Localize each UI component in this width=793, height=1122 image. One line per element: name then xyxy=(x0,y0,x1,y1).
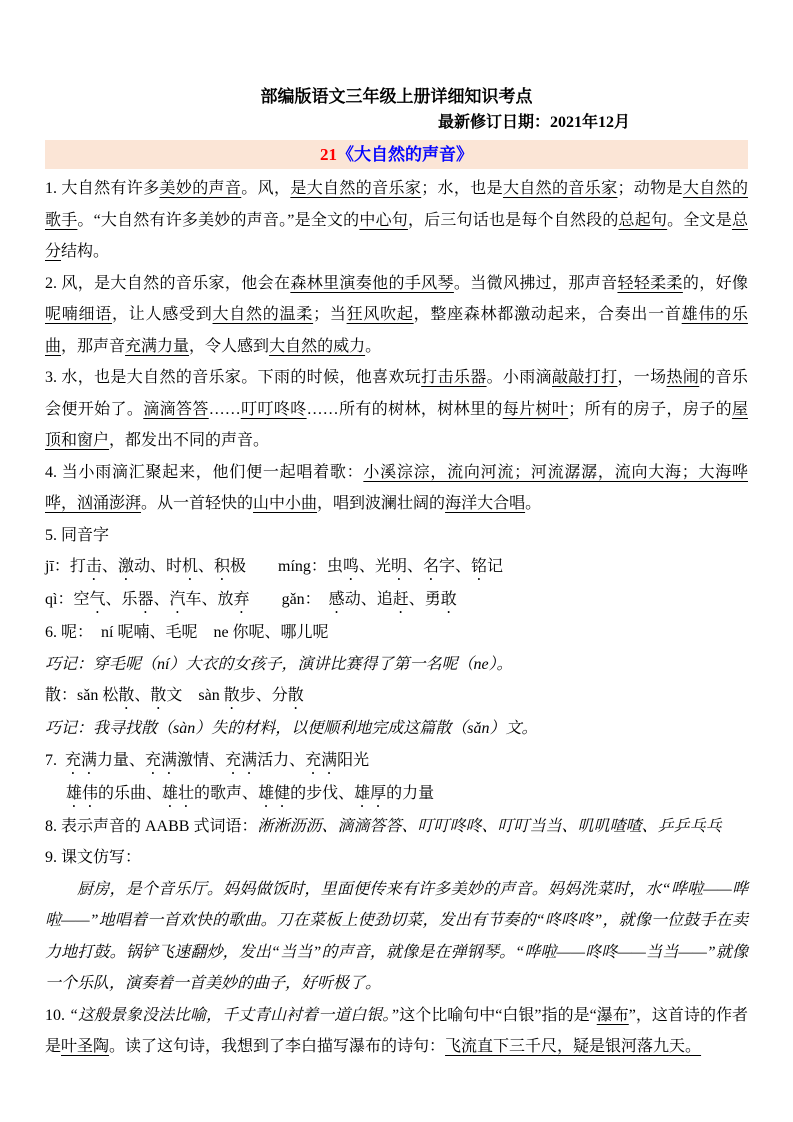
text-run: 力量、 xyxy=(97,751,146,769)
text-run: 极 míng：虫 xyxy=(230,558,343,575)
item-7-chongman-line xyxy=(45,745,748,778)
dot-emphasis-text: 充满 xyxy=(145,751,178,769)
dot-emphasis-text: 气 xyxy=(89,591,106,608)
text-run: 动、追 xyxy=(344,591,393,608)
text-run: 阳光 xyxy=(337,751,370,769)
underlined-text: 叶圣陶 xyxy=(61,1038,110,1055)
text-run: 7. xyxy=(45,751,65,769)
text-run: ；所有的房子，房子的 xyxy=(568,400,732,418)
dot-emphasis-text: 鸣 xyxy=(342,558,359,575)
text-run: 。读了这句诗，我想到了李白描写瀑布的诗句： xyxy=(109,1038,446,1055)
text-run: 、光 xyxy=(358,558,391,575)
text-run: gǎn： xyxy=(249,591,329,608)
text-run: 、 xyxy=(101,558,118,575)
underlined-text: 大自然的音乐家 xyxy=(502,180,618,197)
text-run: ，整座森林都激动起来，合奏出一首 xyxy=(413,306,682,323)
dot-emphasis-text: 弃 xyxy=(233,591,250,608)
underlined-text: 山中小曲 xyxy=(253,495,318,512)
kai-style-text: 淅淅沥沥、滴滴答答、叮叮咚咚、叮叮当当、叽叽喳喳、乒乒乓乓 xyxy=(257,817,722,835)
underlined-text: 滴滴答答 xyxy=(143,400,209,418)
underlined-text: 叮叮咚咚 xyxy=(240,400,307,418)
text-run: 5. 同音字 xyxy=(45,526,110,544)
homophones-line-ji-ming xyxy=(45,551,748,584)
text-run: 、 xyxy=(134,687,151,704)
text-run: 步、分 xyxy=(239,687,288,704)
text-run: 。“大自然有许多美妙的声音。”是全文的 xyxy=(77,211,360,229)
text-run: 。全文是 xyxy=(667,211,732,229)
text-run: 。 xyxy=(525,495,542,512)
text-run: 的乐曲、 xyxy=(98,784,163,802)
text-run: 的力量 xyxy=(386,784,435,802)
dot-emphasis-text: 器 xyxy=(137,591,154,608)
mnemonic-san xyxy=(45,713,748,745)
text-run: 、 xyxy=(406,558,423,575)
dot-emphasis-text: 散 xyxy=(150,687,167,704)
text-run: 、 xyxy=(197,558,214,575)
text-run: ，那声音 xyxy=(61,337,126,355)
text-run: 2. 风，是大自然的音乐家，他会在 xyxy=(45,274,291,292)
kai-style-text: 巧记：穿毛呢（ní）大衣的女孩子，演讲比赛得了第一名呢（ne）。 xyxy=(45,655,513,673)
dot-emphasis-text: 雄健 xyxy=(258,784,291,802)
text-run: 。从一首轻快的 xyxy=(141,495,254,512)
underlined-text: 总起句 xyxy=(618,211,668,229)
text-run: ，一场 xyxy=(617,369,667,386)
lesson-header-bar xyxy=(45,140,748,169)
text-run: 的步伐、 xyxy=(290,784,355,802)
underlined-text: 大自然的温柔 xyxy=(212,306,314,323)
underlined-text: 呢喃细语 xyxy=(45,306,113,323)
text-run: 记 xyxy=(487,558,504,575)
text-run: 动、时 xyxy=(133,558,182,575)
text-run: ，令人感到 xyxy=(189,337,270,355)
underlined-text: 打击乐器 xyxy=(421,369,487,386)
text-run: 车、放 xyxy=(185,591,234,608)
dot-emphasis-text: 积 xyxy=(214,558,231,575)
kai-style-text: “这般景象没法比喻，千丈青山衬着一道白银。” xyxy=(69,1006,400,1024)
underlined-text: 充满力量 xyxy=(125,337,190,355)
text-run: 这个比喻句中“白银”指的是“ xyxy=(399,1006,597,1024)
text-run: …… xyxy=(208,400,241,418)
dot-emphasis-text: 雄壮 xyxy=(162,784,195,802)
text-run: 。当微风拂过，那声音 xyxy=(453,274,618,292)
item-5-homophones-heading xyxy=(45,520,748,552)
text-run: 、勇 xyxy=(408,591,441,608)
text-run: 9. 课文仿写： xyxy=(45,849,142,866)
text-run: ；当 xyxy=(313,306,347,323)
polyphone-san xyxy=(45,680,748,713)
dot-emphasis-text: 雄厚 xyxy=(354,784,387,802)
dot-emphasis-text: 机 xyxy=(181,558,198,575)
text-run: 的音乐会便开始了。 xyxy=(45,369,748,418)
dot-emphasis-text: 汽 xyxy=(169,591,186,608)
item-3-water xyxy=(45,362,748,457)
item-7-xiong-line xyxy=(45,778,748,811)
text-run: qì：空 xyxy=(45,591,90,608)
underlined-text: 总分 xyxy=(45,211,748,260)
text-run: ；水，也是 xyxy=(421,180,503,197)
text-run: 、乐 xyxy=(105,591,138,608)
document-body xyxy=(45,173,748,1063)
text-run: 字、 xyxy=(439,558,472,575)
text-run: 。 xyxy=(365,337,382,355)
text-run: ，都发出不同的声音。 xyxy=(109,432,270,449)
underlined-text: 轻轻柔柔 xyxy=(617,274,683,292)
lesson-title: 《大自然的声音》 xyxy=(337,145,473,164)
text-run: 8. 表示声音的 AABB 式词语： xyxy=(45,817,258,835)
dot-emphasis-text: 铭 xyxy=(471,558,488,575)
dot-emphasis-text: 击 xyxy=(85,558,102,575)
underlined-text: 大自然的歌手 xyxy=(45,180,748,229)
dot-emphasis-text: 散 xyxy=(223,687,240,704)
underlined-text: 大自然的威力 xyxy=(269,337,366,355)
text-run: 、 xyxy=(153,591,170,608)
text-run: 的，好像 xyxy=(682,274,748,292)
text-run: 。风， xyxy=(241,180,291,197)
item-9-heading xyxy=(45,842,748,874)
lesson-number: 21 xyxy=(320,145,337,164)
underlined-text: 海洋大合唱 xyxy=(445,495,526,512)
dot-emphasis-text: 赶 xyxy=(392,591,409,608)
dot-emphasis-text: 激 xyxy=(117,558,134,575)
dot-emphasis-text: 敢 xyxy=(440,591,457,608)
text-run: 。小雨滴 xyxy=(486,369,552,386)
text-run: ，后三句话也是每个自然段的 xyxy=(407,211,619,229)
dot-emphasis-text: 雄伟 xyxy=(66,784,99,802)
underlined-text: 飞流直下三千尺，疑是银河落九天。 xyxy=(445,1038,702,1055)
kai-style-text: 巧记：我寻找散（sàn）失的材料，以便顺利地完成这篇散（sǎn）文。 xyxy=(45,720,538,737)
underlined-text: 热闹 xyxy=(666,369,700,386)
underlined-text: 中心句 xyxy=(359,211,408,229)
underlined-text: 敲敲打打 xyxy=(552,369,618,386)
text-run: ，让人感受到 xyxy=(112,306,213,323)
underlined-text: 狂风吹起 xyxy=(346,306,414,323)
dot-emphasis-text: 感 xyxy=(328,591,345,608)
text-run: ；动物是 xyxy=(617,180,683,197)
text-run: ……所有的树林，树林里的 xyxy=(306,400,503,418)
dot-emphasis-text: 充满 xyxy=(225,751,258,769)
underlined-text: 美妙的声音 xyxy=(159,180,242,197)
kai-style-text: 厨房，是个音乐厅。妈妈做饭时，里面便传来有许多美妙的声音。妈妈洗菜时，水“哗啦——哗啦——”地唱着一首欢快的歌曲。刀在菜板上使劲切菜，发出有节奏的“咚咚咚”，就像一位鼓手在卖力地打鼓。锅铲飞速翻炒，发出“当当”的声音，就像是在弹钢琴。“哗啦——咚咚——当当——”就像一个乐队，演奏着一首美妙的曲子，好听极了。 xyxy=(45,880,748,992)
text-run: ，唱到波澜壮阔的 xyxy=(317,495,446,512)
underlined-text: 瀑布 xyxy=(596,1006,629,1024)
dot-emphasis-text: 名 xyxy=(422,558,439,575)
imitation-paragraph xyxy=(45,874,748,1000)
underlined-text: 每片树叶 xyxy=(502,400,569,418)
text-run: 的歌声、 xyxy=(194,784,259,802)
text-run: 6. 呢： ní 呢喃、毛呢 ne 你呢、哪儿呢 xyxy=(45,624,329,641)
dot-emphasis-text: 充满 xyxy=(65,751,98,769)
text-run: 10. xyxy=(45,1006,70,1024)
item-8-aabb-words xyxy=(45,811,748,843)
item-1-nature-sounds xyxy=(45,173,748,268)
dot-emphasis-text: 充满 xyxy=(305,751,338,769)
text-run: 散：sǎn 松 xyxy=(45,687,119,704)
item-6-ne-polyphone xyxy=(45,617,748,649)
item-4-raindrops xyxy=(45,457,748,520)
revision-date: 最新修订日期：2021年12月 xyxy=(437,114,630,131)
item-2-wind xyxy=(45,268,748,363)
text-run: 活力、 xyxy=(257,751,306,769)
homophones-line-qi-gan xyxy=(45,584,748,617)
document-title: 部编版语文三年级上册详细知识考点 xyxy=(260,87,533,106)
text-run: 激情、 xyxy=(177,751,226,769)
mnemonic-ne xyxy=(45,649,748,681)
item-10-poem xyxy=(45,1000,748,1063)
underlined-text: 是大自然的音乐家 xyxy=(290,180,422,197)
dot-emphasis-text: 散 xyxy=(118,687,135,704)
text-run: 4. 当小雨滴汇聚起来，他们便一起唱着歌： xyxy=(45,463,364,481)
underlined-text: 屋顶和窗户 xyxy=(45,400,748,449)
text-run: 文 sàn xyxy=(166,687,224,704)
dot-emphasis-text: 散 xyxy=(287,687,304,704)
dot-emphasis-text: 明 xyxy=(390,558,407,575)
text-run: 结构。 xyxy=(61,243,110,260)
text-run: 3. 水，也是大自然的音乐家。下雨的时候，他喜欢玩 xyxy=(45,369,422,386)
text-run: ”，这首诗的作者是 xyxy=(45,1006,748,1055)
underlined-text: 森林里演奏他的手风琴 xyxy=(290,274,454,292)
text-run: jī：打 xyxy=(45,558,86,575)
text-run: 1. 大自然有许多 xyxy=(45,180,160,197)
underlined-text: 小溪淙淙，流向河流；河流潺潺，流向大海；大海哗哗，汹涌澎湃 xyxy=(45,463,748,512)
underlined-text: 雄伟的乐曲 xyxy=(45,306,748,355)
